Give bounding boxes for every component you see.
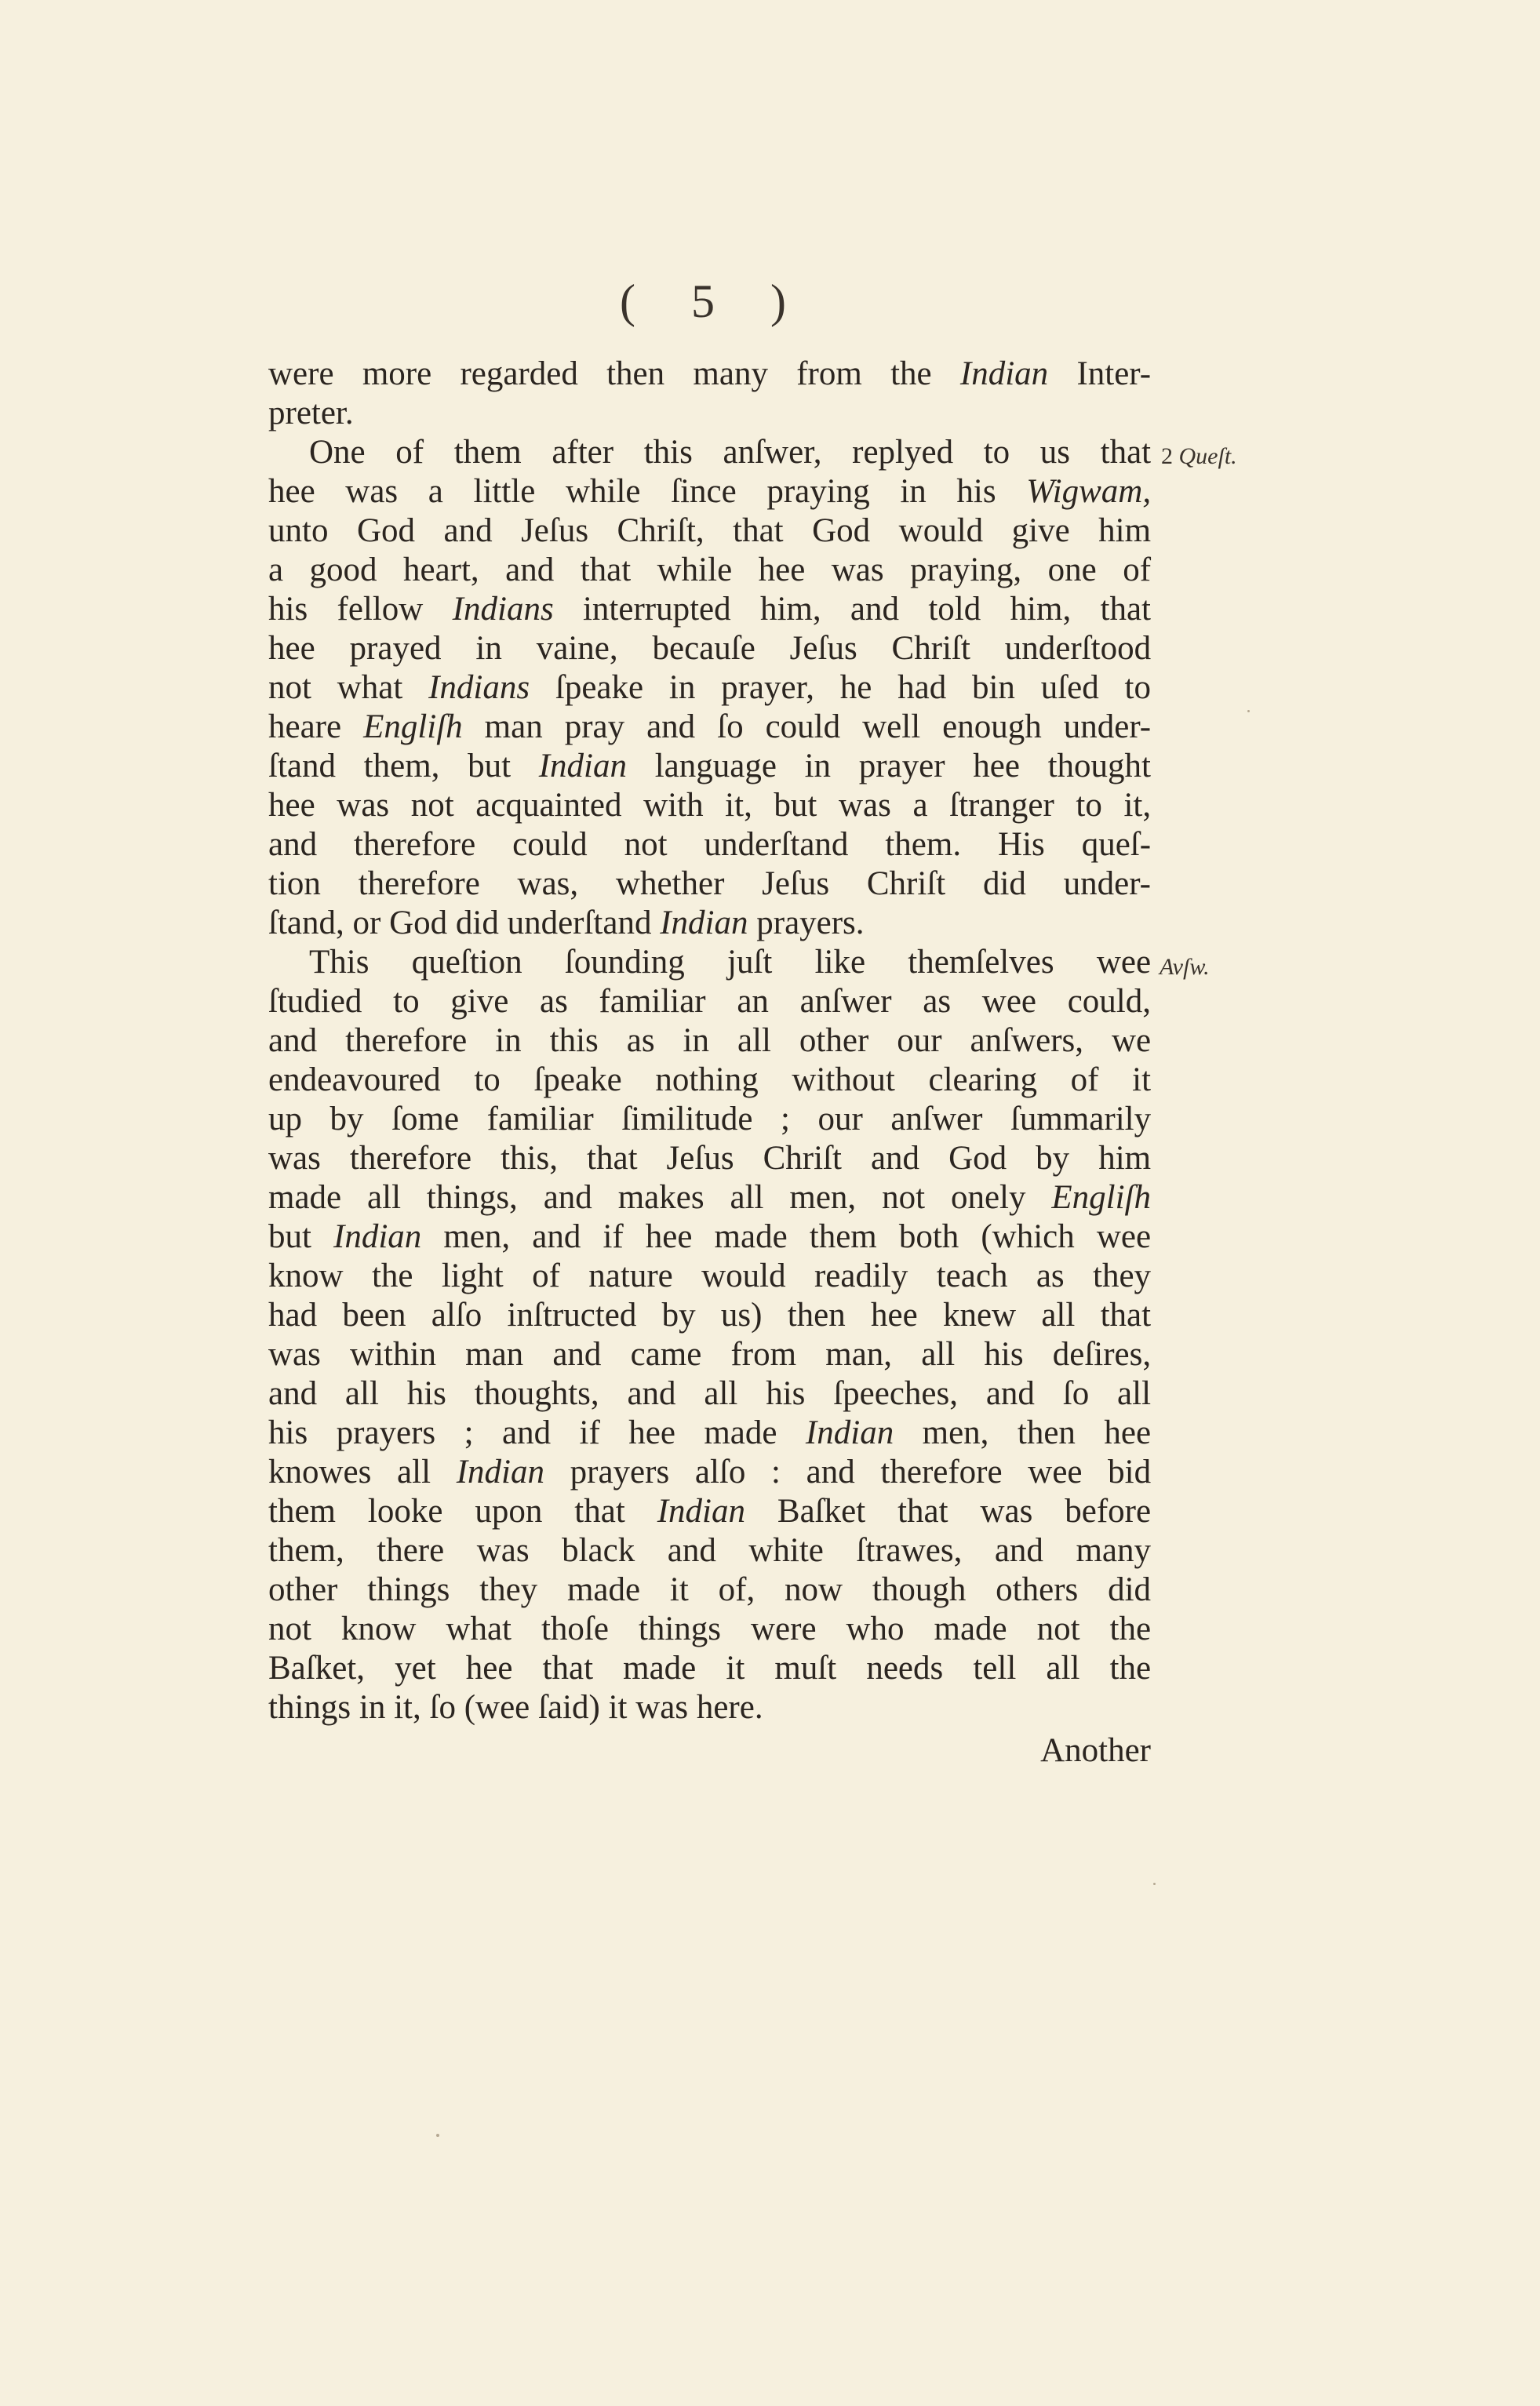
text-line: was within man and came from man, all his deſires,	[268, 1336, 1152, 1373]
text-line: hee was a little while ſince praying in his Wigwam,	[268, 473, 1152, 510]
text-line: and therefore could not underſtand them. His queſ-	[268, 826, 1152, 863]
text-line: One of them after this anſwer, replyed to us that	[309, 434, 1152, 471]
text-line: them, there was black and white ſtrawes, and many	[268, 1532, 1151, 1569]
text-line: his prayers ; and if hee made Indian men, then hee	[268, 1414, 1152, 1451]
text-line: ſtand them, but Indian language in prayer hee thought	[268, 748, 1151, 784]
paper-speck	[436, 2134, 439, 2137]
text-line: not what Indians ſpeake in prayer, he had bin uſed to	[268, 669, 1151, 706]
text-line: had been alſo inſtructed by us) then hee knew all that	[268, 1297, 1152, 1334]
text-line: was therefore this, that Jeſus Chriſt and God by him	[268, 1140, 1152, 1177]
paper-speck	[1247, 710, 1250, 712]
text-line: up by ſome familiar ſimilitude ; our anſwer ſummarily	[268, 1101, 1152, 1137]
paper-speck	[1153, 1883, 1156, 1885]
text-line: made all things, and makes all men, not onely Engliſh	[268, 1179, 1151, 1216]
text-line: hee prayed in vaine, becauſe Jeſus Chriſt underſtood	[268, 630, 1152, 667]
margin-note-answer	[1160, 954, 1210, 981]
text-line: ſtand, or God did underſtand Indian prayers.	[268, 905, 865, 941]
text-line: his fellow Indians interrupted him, and told him, that	[268, 591, 1151, 628]
text-line: and therefore in this as in all other our anſwers, we	[268, 1022, 1152, 1059]
text-line: endeavoured to ſpeake nothing without clearing of it	[268, 1061, 1152, 1098]
text-line: knowes all Indian prayers alſo : and therefore wee bid	[268, 1454, 1152, 1491]
text-line: other things they made it of, now though others did	[268, 1571, 1152, 1608]
text-line: but Indian men, and if hee made them both (which wee	[268, 1218, 1152, 1255]
text-line: Baſket, yet hee that made it muſt needs tell all the	[268, 1650, 1152, 1687]
text-line: heare Engliſh man pray and ſo could well enough under-	[268, 708, 1152, 745]
text-line: This queſtion ſounding juſt like themſelves wee	[309, 944, 1152, 981]
text-line: preter.	[268, 395, 354, 431]
margin-note-question	[1161, 443, 1237, 470]
text-line: unto God and Jeſus Chriſt, that God would give him	[268, 512, 1152, 549]
text-line: were more regarded then many from the Indian Inter-	[268, 355, 1152, 392]
text-line: and all his thoughts, and all his ſpeeches, and ſo all	[268, 1375, 1152, 1412]
text-line: things in it, ſo (wee ſaid) it was here.	[268, 1689, 763, 1726]
text-line: tion therefore was, whether Jeſus Chriſt did under-	[268, 865, 1152, 902]
text-line: a good heart, and that while hee was praying, one of	[268, 551, 1152, 588]
text-line: ſtudied to give as familiar an anſwer as wee could,	[268, 983, 1152, 1020]
margin-note-label: Avſw.	[1160, 954, 1210, 980]
text-line: hee was not acquainted with it, but was a ſtranger to it,	[268, 787, 1152, 824]
text-line: know the light of nature would readily teach as they	[268, 1258, 1152, 1294]
catchword: Another	[1040, 1732, 1151, 1769]
margin-note-label: Queſt.	[1178, 443, 1237, 469]
page-number: ( 5 )	[620, 275, 808, 327]
margin-note-number: 2	[1161, 443, 1173, 469]
text-line: not know what thoſe things were who made not the	[268, 1611, 1152, 1647]
text-line: them looke upon that Indian Baſket that was before	[268, 1493, 1152, 1530]
